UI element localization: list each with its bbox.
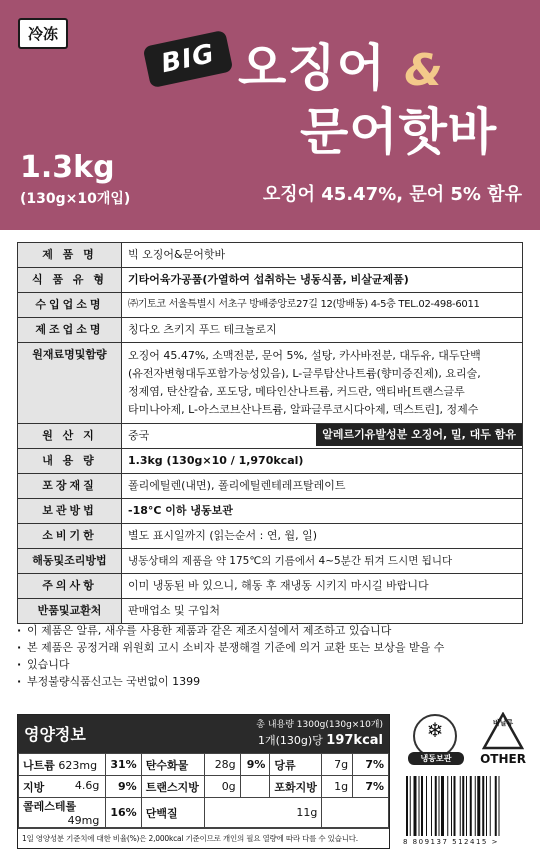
header-banner (0, 0, 540, 230)
notice-item: · 이 제품은 알류, 새우를 사용한 제품과 같은 제조시설에서 제조하고 있습니다 (17, 622, 523, 639)
notice-item-continued: · 있습니다 (17, 656, 523, 673)
snowflake-icon: ❄ (426, 718, 444, 742)
pack-count: (130g×10개입) (20, 191, 131, 207)
info-row-return: 반품및교환처 판매업소 및 구입처 (18, 599, 523, 624)
ampersand: & (404, 45, 444, 96)
nutrition-footnote: 1일 영양성분 기준치에 대한 비율(%)은 2,000kcal 기준이므로 개인의 필요 열량에 따라 다를 수 있습니다. (18, 828, 389, 848)
nutrition-row: 나트륨 623mg 31% 탄수화물 28g 9% 당류 7g 7% (19, 754, 389, 776)
info-row-volume: 내 용 량 1.3kg (130g×10 / 1,970kcal) (18, 449, 523, 474)
notice-item: · 부정불량식품신고는 국번없이 1399 (17, 673, 523, 690)
allergy-badge: 알레르기유발성분 오징어, 밀, 대두 함유 (316, 424, 522, 446)
notice-item: · 본 제품은 공정거래 위원회 고시 소비자 분쟁해결 기준에 의거 교환 또는 보상을 받을 수 (17, 639, 523, 656)
nutrition-row: 지방 4.6g 9% 트랜스지방 0g 포화지방 1g 7% (19, 776, 389, 798)
info-row-cooking: 해동및조리방법 냉동상태의 제품을 약 175℃의 기름에서 4~5분간 튀겨 드시면 됩니다 (18, 549, 523, 574)
info-row-expiry: 소비기한 별도 표시일까지 (읽는순서 : 연, 월, 일) (18, 524, 523, 549)
product-info-table (17, 242, 523, 624)
nutrient-cell: 콜레스테롤 49mg (19, 798, 106, 828)
info-row-maker: 제조업소명 칭다오 츠키지 푸드 테크놀로지 (18, 318, 523, 343)
info-row-storage: 보관방법 -18°C 이하 냉동보관 (18, 499, 523, 524)
nutrient-cell: 나트륨 623mg (19, 754, 106, 776)
nutrition-facts (17, 714, 390, 849)
nutrition-total: 총 내용량 1300g(130g×10개) (256, 720, 383, 730)
product-title-line2: 문어핫바 (300, 103, 498, 161)
nutrition-row: 콜레스테롤 49mg 16% 단백질 11g (19, 798, 389, 828)
recycle-other-label: OTHER (480, 752, 526, 766)
barcode-number: 8 809137 512415 > (403, 838, 499, 846)
info-row-importer: 수입업소명 ㈜기토코 서울특별시 서초구 방배중앙로27길 12(방배동) 4-5층 TEL.02-498-6011 (18, 293, 523, 318)
info-row-product-name: 제 품 명 빅 오징어&문어핫바 (18, 243, 523, 268)
notice-list (17, 622, 523, 690)
nutrient-cell: 지방 4.6g (19, 776, 106, 798)
nutrition-header (18, 715, 389, 753)
info-row-raw-materials: 원재료명및함량 오징어 45.47%, 소맥전분, 문어 5%, 설탕, 카사바전분, 대두유, 대두단백 (유전자변형대두포함가능성있음), L-글루탐산나트륨(향미증진제), 요리술, 정제염, 탄산칼슘, 포도당, 메타인산나트륨, 커드란, 액티바[트랜스글루 타미나아제, L-아스코브산나트륨, 알파글루코시다아제, 덱스트린], 정제수 (18, 343, 523, 424)
info-row-packaging: 포장재질 폴리에틸렌(내면), 폴리에틸렌테레프탈레이트 (18, 474, 523, 499)
raw-materials: 오징어 45.47%, 소맥전분, 문어 5%, 설탕, 카사바전분, 대두유, 대두단백 (유전자변형대두포함가능성있음), L-글루탐산나트륨(향미증진제), 요리술, 정제염, 탄산칼슘, 포도당, 메타인산나트륨, 커드란, 액티바[트랜스글루 타미나아제, L-아스코브산나트륨, 알파글루코시다아제, 덱스트린], 정제수 (122, 343, 523, 424)
content-percentage: 오징어 45.47%, 문어 5% 함유 (262, 184, 522, 205)
net-weight: 1.3kg (20, 150, 115, 185)
big-badge: BIG (143, 30, 234, 89)
info-row-food-type: 식 품 유 형 기타어육가공품(가열하여 섭취하는 냉동식품, 비살균제품) (18, 268, 523, 293)
nutrition-grid (18, 753, 389, 828)
info-row-origin: 원 산 지 중국 알레르기유발성분 오징어, 밀, 대두 함유 (18, 424, 523, 449)
frozen-storage-label: 냉동보관 (408, 752, 464, 765)
frozen-tag: 冷冻 (18, 18, 68, 49)
product-title-line1: 오징어 & (238, 39, 444, 97)
recycle-label: 비닐류 (492, 719, 514, 727)
nutrition-title: 영양정보 (24, 725, 86, 744)
nutrition-serving: 1개(130g)당 197kcal (257, 733, 383, 748)
barcode (405, 776, 527, 836)
info-row-caution: 주의사항 이미 냉동된 바 있으니, 해동 후 재냉동 시키지 마시길 바랍니다 (18, 574, 523, 599)
